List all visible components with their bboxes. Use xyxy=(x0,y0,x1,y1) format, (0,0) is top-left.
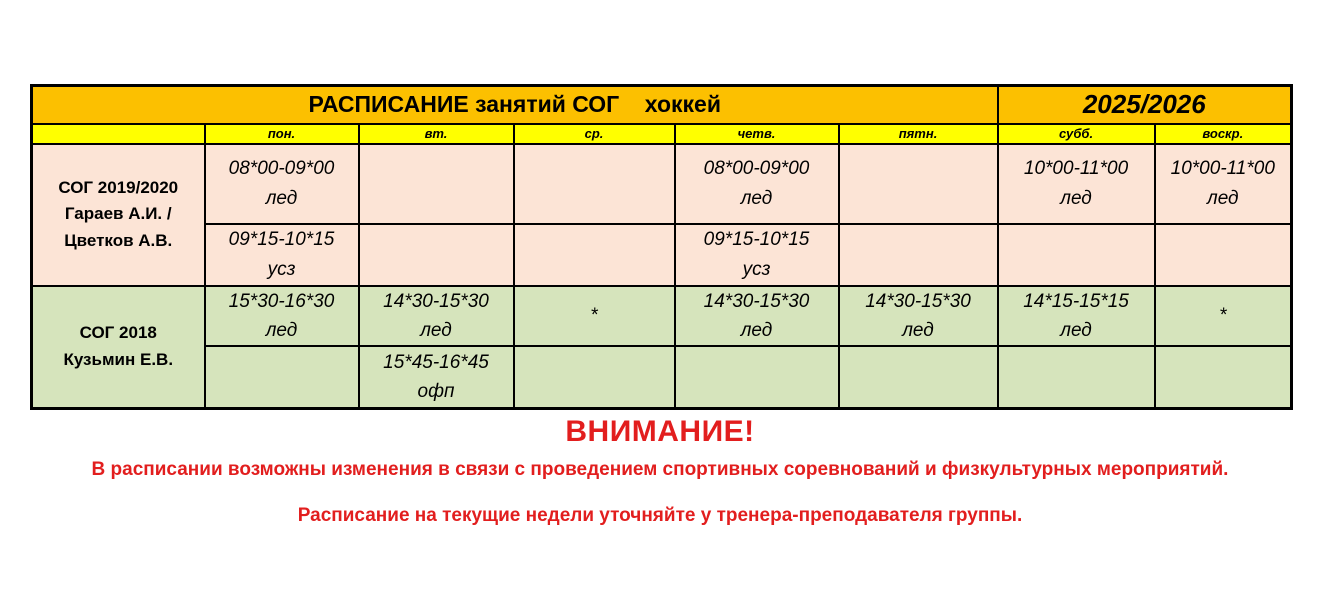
cell-time: * xyxy=(590,305,598,327)
day-header-sat: субб. xyxy=(998,124,1155,144)
cell-venue: лед xyxy=(1206,187,1239,209)
cell-venue: лед xyxy=(740,187,773,209)
cell-venue: офп xyxy=(417,381,455,403)
schedule-cell-g2r2-mon xyxy=(205,346,359,408)
group1-label xyxy=(32,144,205,286)
schedule-cell-g2r2-sat xyxy=(998,346,1155,408)
cell-time: 08*00-09*00 xyxy=(703,158,810,180)
cell-time: 14*15-15*15 xyxy=(1023,290,1129,312)
group1-row2 xyxy=(32,224,1292,286)
notice-line-2: Расписание на текущие недели уточняйте у тренера-преподавателя группы. xyxy=(297,504,1023,526)
cell-time: 10*00-11*00 xyxy=(1170,158,1275,180)
schedule-cell-g1r1-wed xyxy=(514,144,675,224)
days-row xyxy=(32,124,1292,144)
schedule-cell-g1r2-fri xyxy=(839,224,998,286)
schedule-cell-g1r2-wed xyxy=(514,224,675,286)
cell-time: 14*30-15*30 xyxy=(383,290,489,312)
day-header-fri: пятн. xyxy=(839,124,998,144)
day-header-corner xyxy=(32,124,205,144)
schedule-cell-g1r2-tue xyxy=(359,224,514,286)
day-header-mon: пон. xyxy=(205,124,359,144)
schedule-cell-g2r1-wed xyxy=(514,286,675,347)
group2-name-line1: СОГ 2018 xyxy=(79,323,157,343)
group2-name-line2: Кузьмин Е.В. xyxy=(63,349,174,369)
schedule-cell-g1r1-fri xyxy=(839,144,998,224)
schedule-cell-g2r1-sun xyxy=(1155,286,1292,347)
day-header-sun: воскр. xyxy=(1155,124,1292,144)
notice-heading: ВНИМАНИЕ! xyxy=(565,414,755,448)
schedule-cell-g2r2-fri xyxy=(839,346,998,408)
schedule-cell-g1r2-sat xyxy=(998,224,1155,286)
group1-name-line3: Цветков А.В. xyxy=(64,230,173,250)
cell-venue: лед xyxy=(740,319,773,341)
group1-name-line1: СОГ 2019/2020 xyxy=(58,177,179,197)
schedule-cell-g1r1-mon xyxy=(205,144,359,224)
cell-time: * xyxy=(1219,305,1227,327)
schedule-cell-g2r1-thu xyxy=(675,286,839,347)
group1-name-line2: Гараев А.И. / xyxy=(64,204,172,224)
schedule-cell-g2r2-sun xyxy=(1155,346,1292,408)
day-header-wed: ср. xyxy=(514,124,675,144)
cell-time: 15*30-16*30 xyxy=(228,290,335,312)
cell-venue: лед xyxy=(265,319,298,341)
schedule-cell-g2r2-wed xyxy=(514,346,675,408)
group2-row1 xyxy=(32,286,1292,347)
schedule-cell-g1r1-tue xyxy=(359,144,514,224)
schedule-cell-g2r1-fri xyxy=(839,286,998,347)
schedule-cell-g1r2-mon xyxy=(205,224,359,286)
cell-venue: усз xyxy=(742,258,771,280)
schedule-cell-g1r2-thu xyxy=(675,224,839,286)
schedule-cell-g1r1-sun xyxy=(1155,144,1292,224)
day-header-thu: четв. xyxy=(675,124,839,144)
day-header-tue: вт. xyxy=(359,124,514,144)
cell-time: 09*15-10*15 xyxy=(228,229,335,251)
cell-time: 09*15-10*15 xyxy=(703,229,810,251)
cell-time: 08*00-09*00 xyxy=(228,158,335,180)
cell-time: 14*30-15*30 xyxy=(865,290,971,312)
group2-label xyxy=(32,286,205,409)
schedule-cell-g1r2-sun xyxy=(1155,224,1292,286)
schedule-cell-g2r1-tue xyxy=(359,286,514,347)
cell-venue: лед xyxy=(420,319,452,341)
header-row xyxy=(32,86,1292,124)
cell-venue: лед xyxy=(902,319,934,341)
cell-venue: лед xyxy=(1060,319,1092,341)
cell-time: 14*30-15*30 xyxy=(703,290,810,312)
schedule-table xyxy=(30,84,1293,410)
schedule-cell-g2r2-thu xyxy=(675,346,839,408)
schedule-title: РАСПИСАНИЕ занятий СОГ хоккей xyxy=(32,86,998,124)
cell-time: 10*00-11*00 xyxy=(1023,158,1129,180)
schedule-cell-g2r1-sat xyxy=(998,286,1155,347)
cell-venue: лед xyxy=(265,187,298,209)
group1-row1 xyxy=(32,144,1292,224)
schedule-cell-g2r1-mon xyxy=(205,286,359,347)
schedule-cell-g1r1-sat xyxy=(998,144,1155,224)
schedule-cell-g1r1-thu xyxy=(675,144,839,224)
group2-row2 xyxy=(32,346,1292,408)
notice-line-1: В расписании возможны изменения в связи с проведением спортивных соревнований и физкультурных мероприятий. xyxy=(91,458,1229,480)
season-label: 2025/2026 xyxy=(998,86,1292,124)
notice-block xyxy=(0,414,1320,527)
cell-venue: лед xyxy=(1060,187,1092,209)
schedule-cell-g2r2-tue xyxy=(359,346,514,408)
cell-time: 15*45-16*45 xyxy=(383,351,489,373)
cell-venue: усз xyxy=(267,258,296,280)
